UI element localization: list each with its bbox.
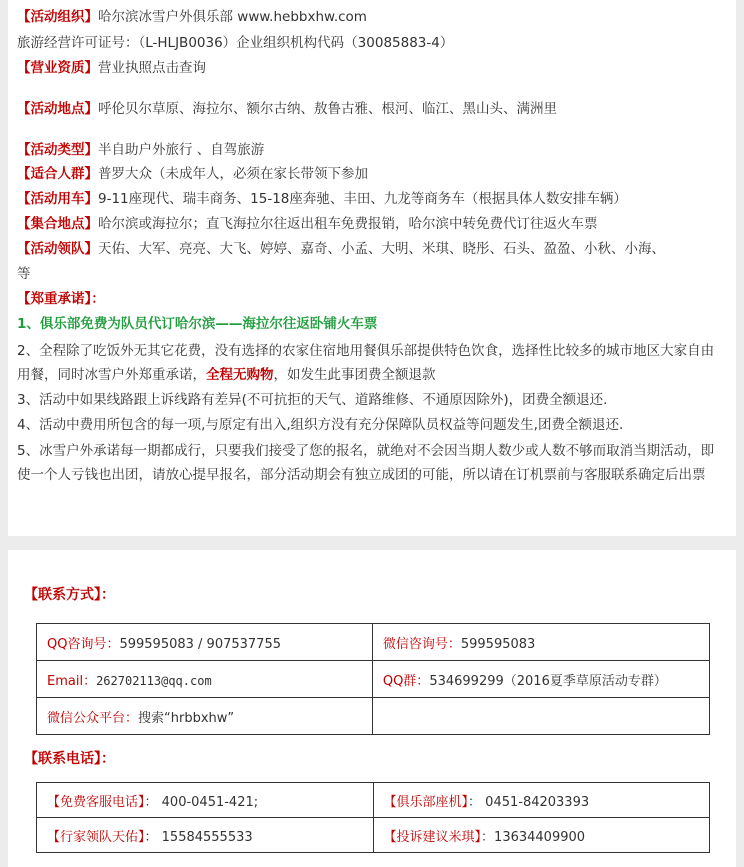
leader-phone-label: 【行家领队天佑】 <box>47 829 145 845</box>
qq-value[interactable]: 599595083 / 907537755 <box>119 636 281 652</box>
qual-label: 【营业资质】 <box>17 60 98 76</box>
qqgroup-label: QQ群： <box>382 673 430 689</box>
type-value: 半自助户外旅行 、自驾旅游 <box>98 142 265 158</box>
wechat-label: 微信咨询号： <box>382 636 461 652</box>
org-row <box>17 6 367 28</box>
qual-row <box>17 57 206 79</box>
wxpub-cell <box>37 698 373 735</box>
people-value: 普罗大众（未成年人，必须在家长带领下参加 <box>98 166 368 182</box>
qq-cell <box>37 624 373 661</box>
table-row <box>37 783 710 818</box>
promise-2-c: ，如发生此事团费全额退款 <box>273 367 436 383</box>
phone-table <box>36 782 710 853</box>
leader-value: 天佑、大军、亮亮、大飞、婷婷、嘉奇、小孟、大明、米琪、晓彤、石头、盈盈、小秋、小海、 <box>98 241 665 257</box>
email-link[interactable]: 262702113@qq.com <box>96 673 212 688</box>
place-label: 【活动地点】 <box>17 101 98 117</box>
qqgroup-cell <box>372 661 709 698</box>
promise-5: 5、冰雪户外承诺每一期都成行，只要我们接受了您的报名，就绝对不会因当期人数少或人数不够而取消当期活动，即使一个人亏钱也出团，请放心提早报名，部分活动期会有独立成团的可能，所以请在订机票前与客服联系确定后出票 <box>17 443 715 483</box>
meet-value: 哈尔滨或海拉尔；直飞海拉尔往返出租车免费报销，哈尔滨中转免费代订往返火车票 <box>98 216 598 232</box>
people-row <box>17 163 368 185</box>
car-label: 【活动用车】 <box>17 191 98 207</box>
promise-2-a: 2、全程除了吃饭外无其它花费，没有选择的农家住宿地用餐俱乐部提供特色饮食，选择性比较多的城市地区大家自由用餐，同时冰雪户外郑重承诺， <box>17 343 715 383</box>
place-row <box>17 98 557 120</box>
promise-title <box>17 288 105 310</box>
complain-phone-cell <box>373 818 709 853</box>
leader-row-cont: 等 <box>17 266 31 282</box>
car-row <box>17 188 627 210</box>
free-phone-cell <box>37 783 374 818</box>
type-row <box>17 139 264 161</box>
phone-title: 【联系电话】： <box>24 751 115 767</box>
free-phone-value[interactable]: ： 400-0451-421; <box>144 794 259 810</box>
wxpub-label: 微信公众平台： <box>47 710 139 726</box>
promise-1 <box>17 313 377 335</box>
people-label: 【适合人群】 <box>17 166 98 182</box>
license-row: 旅游经营许可证号：（L-HLJB0036）企业组织机构代码（30085883-4） <box>17 35 454 51</box>
leader-phone-cell <box>37 818 374 853</box>
empty-cell <box>372 698 709 735</box>
org-value: 哈尔滨冰雪户外俱乐部 www.hebbxhw.com <box>98 9 367 25</box>
club-phone-value[interactable]: ： 0451-84203393 <box>468 794 590 810</box>
promise-1-text: 俱乐部免费为队员代订哈尔滨——海拉尔往返卧铺火车票 <box>39 316 378 332</box>
place-value: 呼伦贝尔草原、海拉尔、额尔古纳、敖鲁古雅、根河、临江、黑山头、满洲里 <box>98 101 557 117</box>
contact-title: 【联系方式】： <box>24 587 115 603</box>
promise-2-highlight: 全程无购物 <box>206 367 274 383</box>
complain-phone-label: 【投诉建议米琪】 <box>383 829 482 845</box>
promise-2 <box>17 339 723 387</box>
wechat-value[interactable]: 599595083 <box>460 636 536 652</box>
free-phone-label: 【免费客服电话】 <box>47 794 145 810</box>
org-label: 【活动组织】 <box>17 9 98 25</box>
meet-label: 【集合地点】 <box>17 216 98 232</box>
wechat-cell <box>372 624 709 661</box>
promise-3: 3、活动中如果线路跟上诉线路有差异(不可抗拒的天气、道路维修、不通原因除外)，团费全额退还. <box>17 392 608 408</box>
table-row <box>37 818 710 853</box>
meet-row <box>17 213 598 235</box>
promise-label: 【郑重承诺】： <box>17 291 105 307</box>
email-cell <box>37 661 373 698</box>
qual-link[interactable]: 营业执照点击查询 <box>98 60 206 76</box>
type-label: 【活动类型】 <box>17 142 98 158</box>
wxpub-value: 搜索“hrbbxhw” <box>138 710 235 726</box>
contact-table <box>36 623 710 735</box>
leader-label: 【活动领队】 <box>17 241 98 257</box>
leader-phone-value[interactable]: ： 15584555533 <box>144 829 253 845</box>
club-phone-label: 【俱乐部座机】 <box>383 794 469 810</box>
qq-label: QQ咨询号： <box>47 636 120 652</box>
promise-1-num: 1、 <box>17 316 40 332</box>
promise-4: 4、活动中费用所包含的每一项,与原定有出入,组织方没有充分保障队员权益等问题发生,团费全额退还. <box>17 417 624 433</box>
club-phone-cell <box>373 783 709 818</box>
car-value: 9-11座现代、瑞丰商务、15-18座奔驰、丰田、九龙等商务车（根据具体人数安排车辆） <box>98 191 627 207</box>
leader-row <box>17 238 665 260</box>
complain-phone-value[interactable]: ：13634409900 <box>481 829 586 845</box>
table-row <box>37 698 710 735</box>
email-label: Email： <box>47 673 97 689</box>
table-row <box>37 661 710 698</box>
qqgroup-value[interactable]: 534699299（2016夏季草原活动专群） <box>429 673 667 689</box>
table-row <box>37 624 710 661</box>
